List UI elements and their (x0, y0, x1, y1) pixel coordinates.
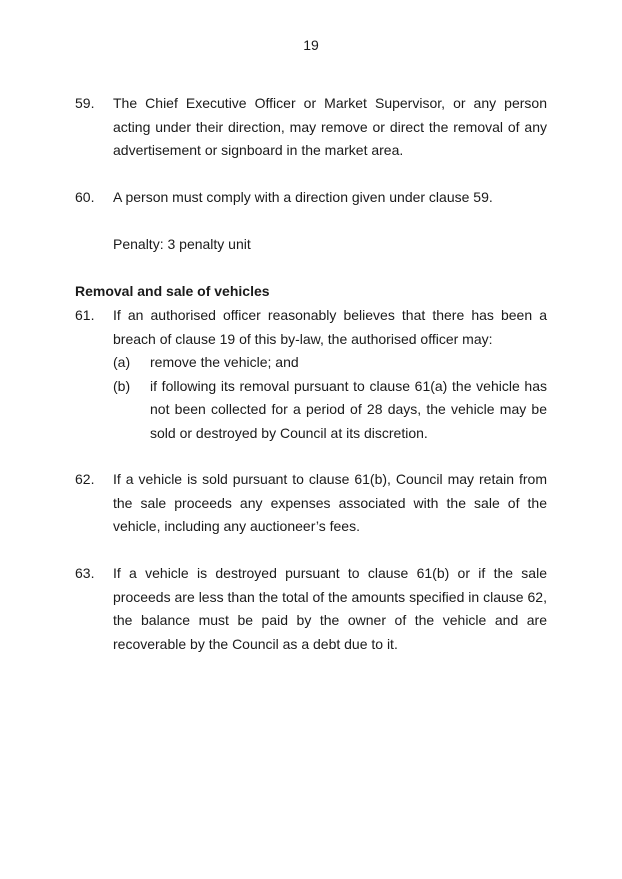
clause-number: 62. (75, 471, 95, 487)
sub-clause-label: (a) (113, 354, 131, 370)
penalty-text: Penalty: 3 penalty unit (113, 236, 251, 252)
clause-number: 61. (75, 307, 95, 323)
sub-clause-a (113, 351, 547, 375)
clause-62 (75, 468, 547, 539)
sub-clause-label: (b) (113, 377, 131, 394)
clause-text: If a vehicle is destroyed pursuant to clause 61(b) or if the sale proceeds are less than the total of the amounts specified in clause 62, the balance must be paid by the owner of the vehicle and are recoverable by the Council as a debt due to it. (113, 565, 547, 652)
clause-text: The Chief Executive Officer or Market Supervisor, or any person acting under their direction, may remove or direct the removal of any advertisement or signboard in the market area. (113, 95, 547, 158)
clause-60 (75, 186, 547, 210)
clause-63 (75, 562, 547, 656)
sub-clause-text: remove the vehicle; and (150, 354, 299, 370)
clause-text: A person must comply with a direction given under clause 59. (113, 189, 493, 205)
sub-clause-b (113, 375, 547, 446)
clause-59 (75, 92, 547, 163)
clause-number: 60. (75, 189, 95, 205)
sub-clause-text: if following its removal pursuant to clause 61(a) the vehicle has not been collected for a period of 28 days, the vehicle may be sold or destroyed by Council at its discretion. (150, 377, 547, 441)
clause-number: 59. (75, 95, 95, 111)
section-heading: Removal and sale of vehicles (75, 283, 270, 299)
clause-61 (75, 304, 547, 445)
page-number: 19 (303, 37, 319, 53)
clause-text: If a vehicle is sold pursuant to clause 61(b), Council may retain from the sale proceeds any expenses associated with the sale of the vehicle, including any auctioneer’s fees. (113, 471, 547, 534)
clause-text: If an authorised officer reasonably believes that there has been a breach of clause 19 of this by-law, the authorised officer may: (113, 307, 547, 347)
clause-number: 63. (75, 565, 95, 581)
